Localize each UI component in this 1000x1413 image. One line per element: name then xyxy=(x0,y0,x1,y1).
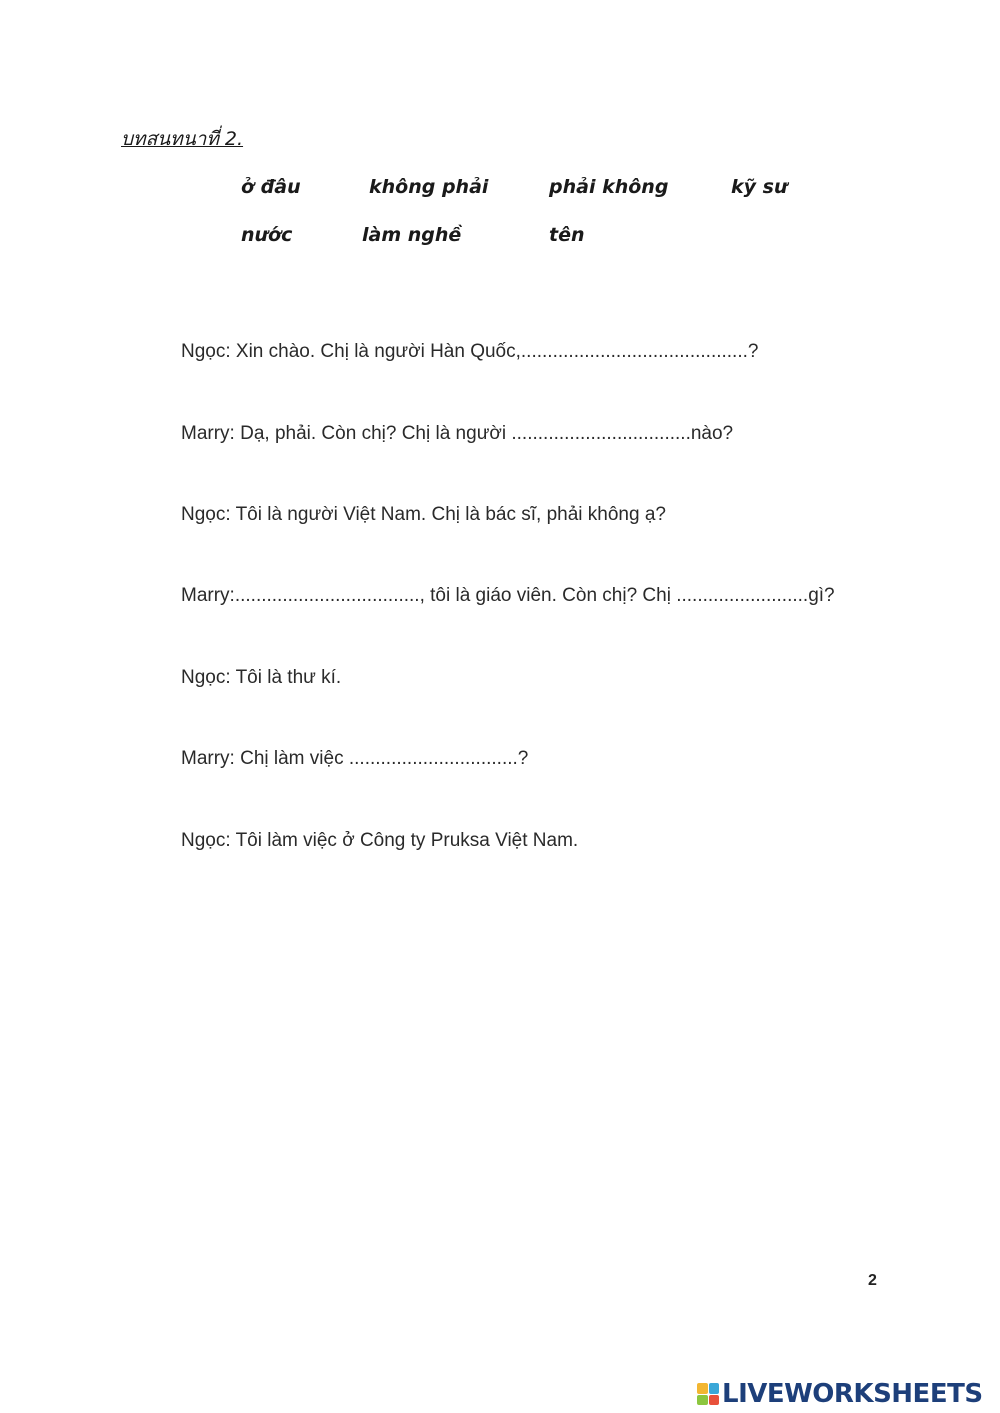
liveworksheets-logo[interactable] xyxy=(697,1379,983,1409)
brand-name: LIVEWORKSHEETS xyxy=(722,1379,983,1409)
dialogue-line: Marry:..................................., tôi là giáo viên. Còn chị? Chị .........................gì? xyxy=(181,585,835,606)
word-bank-item: làm nghề xyxy=(362,224,462,246)
dialogue-heading: บทสนทนาที่ 2. xyxy=(121,128,244,150)
liveworksheets-logo-icon xyxy=(697,1383,719,1405)
word-bank-item: tên xyxy=(549,224,585,246)
dialogue-line: Marry: Dạ, phải. Còn chị? Chị là người ..................................nào? xyxy=(181,423,734,444)
dialogue-line: Ngọc: Tôi là thư kí. xyxy=(181,667,342,688)
word-bank-item: nước xyxy=(241,224,293,246)
page-number: 2 xyxy=(868,1272,877,1289)
word-bank-item: không phải xyxy=(369,176,489,198)
dialogue-line: Marry: Chị làm việc ................................? xyxy=(181,748,529,769)
word-bank-item: phải không xyxy=(549,176,669,198)
word-bank-item: ở đâu xyxy=(241,176,301,198)
dialogue-line: Ngọc: Xin chào. Chị là người Hàn Quốc,...........................................? xyxy=(181,341,759,362)
word-bank-item: kỹ sư xyxy=(731,176,788,198)
dialogue-line: Ngọc: Tôi là người Việt Nam. Chị là bác sĩ, phải không ạ? xyxy=(181,504,666,525)
dialogue-line: Ngọc: Tôi làm việc ở Công ty Pruksa Việt Nam. xyxy=(181,830,579,851)
